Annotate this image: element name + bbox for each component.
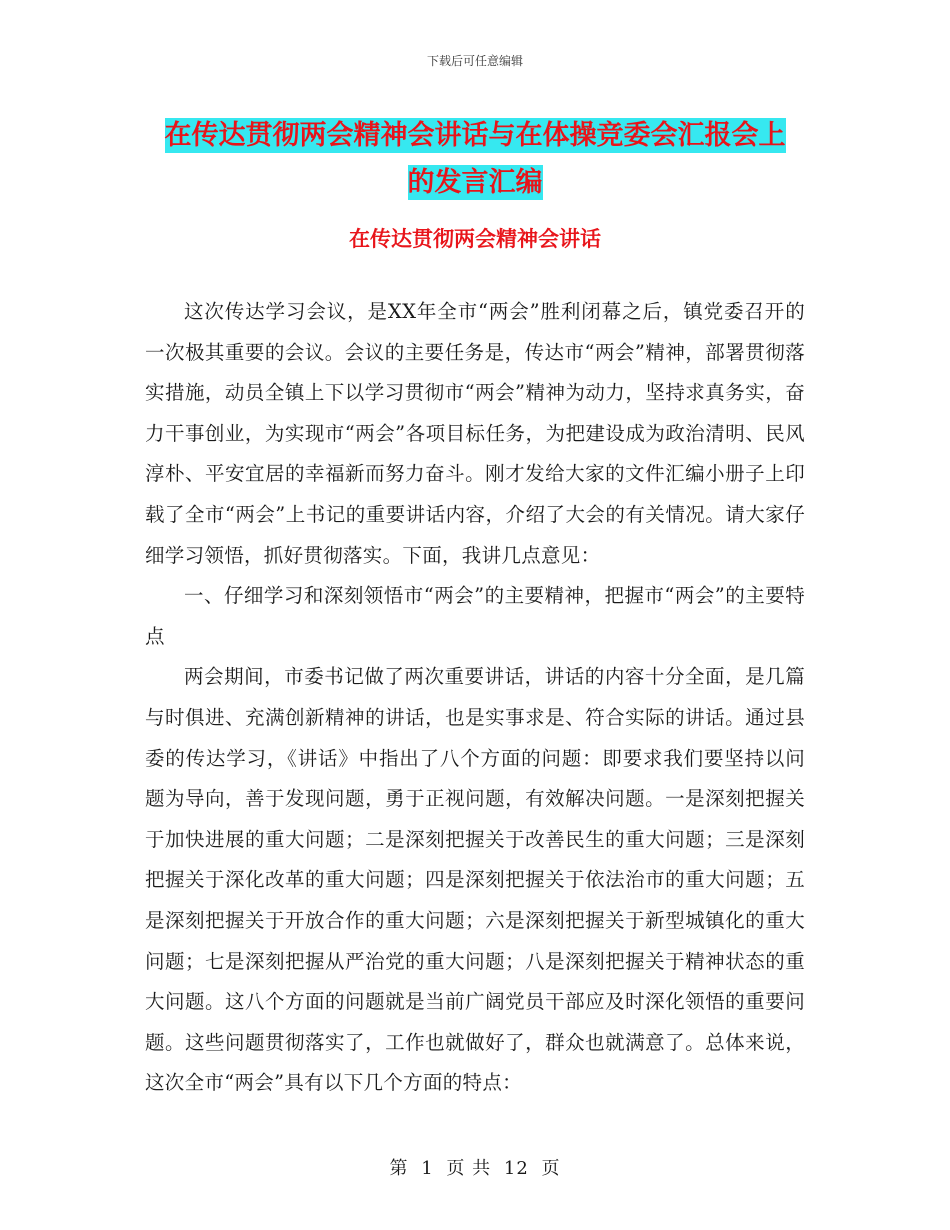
header-note: 下载后可任意编辑 [426,54,523,68]
footer-middle: 页 共 [446,1158,492,1179]
document-title-line1: 在传达贯彻两会精神会讲话与在体操竞委会汇报会上 [164,120,786,151]
paragraph-heading: 一、仔细学习和深刻领悟市“两会”的主要精神，把握市“两会”的主要特点 [145,584,805,648]
section-title: 在传达贯彻两会精神会讲话 [349,227,601,251]
paragraph: 这次传达学习会议，是XX年全市“两会”胜利闭幕之后，镇党委召开的一次极其重要的会议。会议的主要任务是，传达市“两会”精神，部署贯彻落实措施，动员全镇上下以学习贯彻市“两会”精神为动力，坚持求真务实，奋力干事创业，为实现市“两会”各项目标任务，为把建设成为政治清明、民风淳朴、平安宜居的幸福新而努力奋斗。刚才发给大家的文件汇编小册子上印载了全市“两会”上书记的重要讲话内容，介绍了大会的有关情况。请大家仔细学习领悟，抓好贯彻落实。下面，我讲几点意见： [145,300,805,567]
document-title-line2: 的发言汇编 [407,167,543,198]
paragraph: 两会期间，市委书记做了两次重要讲话，讲话的内容十分全面，是几篇与时俱进、充满创新精神的讲话，也是实事求是、符合实际的讲话。通过县委的传达学习，《讲话》中指出了八个方面的问题：即要求我们要坚持以问题为导向，善于发现问题，勇于正视问题，有效解决问题。一是深刻把握关于加快进展的重大问题；二是深刻把握关于改善民生的重大问题；三是深刻把握关于深化改革的重大问题；四是深刻把握关于依法治市的重大问题；五是深刻把握关于开放合作的重大问题；六是深刻把握关于新型城镇化的重大问题；七是深刻把握从严治党的重大问题；八是深刻把握关于精神状态的重大问题。这八个方面的问题就是当前广阔党员干部应及时深化领悟的重要问题。这些问题贯彻落实了，工作也就做好了，群众也就满意了。总体来说，这次全市“两会”具有以下几个方面的特点： [145,665,805,1095]
total-pages: 12 [503,1158,529,1179]
footer-prefix: 第 [389,1158,409,1179]
page-number: 1 [421,1158,434,1179]
document-title [145,112,805,206]
page-footer [0,1154,950,1180]
body-text [145,292,805,1104]
footer-suffix: 页 [541,1158,561,1179]
